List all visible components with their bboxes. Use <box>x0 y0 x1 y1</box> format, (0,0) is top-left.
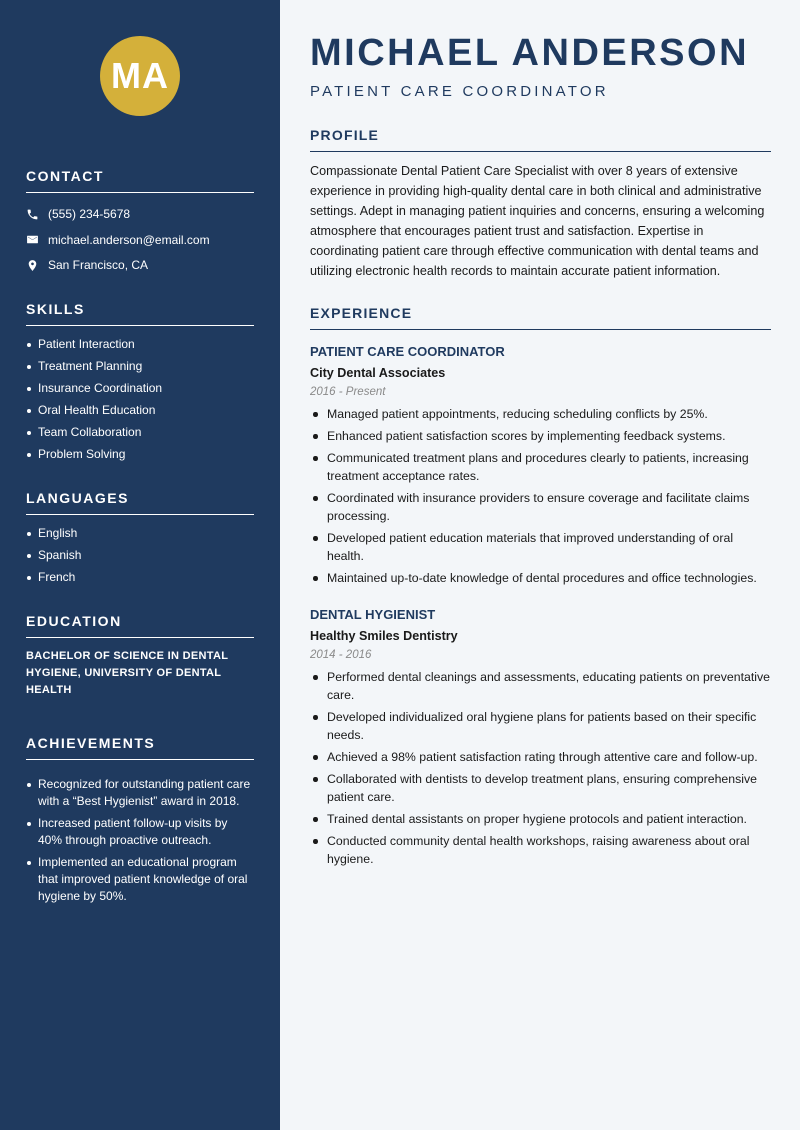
job-bullet: Coordinated with insurance providers to ensure coverage and facilitate claims processing. <box>310 489 771 525</box>
job-bullet: Developed patient education materials that improved understanding of oral health. <box>310 529 771 565</box>
job-bullet: Maintained up-to-date knowledge of dental procedures and office technologies. <box>310 569 771 587</box>
avatar <box>100 36 180 116</box>
job-dates: 2014 - 2016 <box>310 649 372 661</box>
job-entry <box>310 607 771 868</box>
job-entry <box>310 344 771 587</box>
education-degree: BACHELOR OF SCIENCE IN DENTAL HYGIENE, UNIVERSITY OF DENTAL HEALTH <box>26 650 229 696</box>
job-bullets <box>310 405 771 587</box>
education-section <box>26 613 254 699</box>
skill-item: Team Collaboration <box>26 424 254 441</box>
language-item: French <box>26 569 254 586</box>
contact-email <box>26 231 254 249</box>
job-bullet: Performed dental cleanings and assessments, educating patients on preventative care. <box>310 668 771 704</box>
experience-heading: EXPERIENCE <box>310 305 771 330</box>
job-company: Healthy Smiles Dentistry <box>310 629 458 643</box>
contact-email-text: michael.anderson@email.com <box>48 232 210 247</box>
achievements-heading: ACHIEVEMENTS <box>26 735 254 760</box>
job-bullet: Enhanced patient satisfaction scores by implementing feedback systems. <box>310 427 771 445</box>
contact-list <box>26 205 254 274</box>
contact-section <box>26 168 254 274</box>
job-title: DENTAL HYGIENIST <box>310 607 436 622</box>
job-bullet: Achieved a 98% patient satisfaction rating through attentive care and follow-up. <box>310 748 771 766</box>
skill-item: Oral Health Education <box>26 402 254 419</box>
job-bullet: Collaborated with dentists to develop treatment plans, ensuring comprehensive patient care. <box>310 770 771 806</box>
achievement-item: Implemented an educational program that improved patient knowledge of oral hygiene by 50%. <box>26 854 254 905</box>
skill-item: Problem Solving <box>26 446 254 463</box>
contact-location <box>26 256 254 274</box>
achievement-item: Increased patient follow-up visits by 40% through proactive outreach. <box>26 815 254 849</box>
phone-icon <box>26 208 39 221</box>
job-bullet: Developed individualized oral hygiene plans for patients based on their specific needs. <box>310 708 771 744</box>
job-bullet: Conducted community dental health workshops, raising awareness about oral hygiene. <box>310 832 771 868</box>
education-heading: EDUCATION <box>26 613 254 638</box>
location-pin-icon <box>26 259 39 272</box>
profile-heading: PROFILE <box>310 127 771 152</box>
skill-item: Patient Interaction <box>26 336 254 353</box>
job-dates: 2016 - Present <box>310 386 386 398</box>
job-title: PATIENT CARE COORDINATOR <box>310 344 505 359</box>
achievement-item: Recognized for outstanding patient care with a “Best Hygienist” award in 2018. <box>26 776 254 810</box>
job-bullet: Managed patient appointments, reducing scheduling conflicts by 25%. <box>310 405 771 423</box>
skills-heading: SKILLS <box>26 301 254 326</box>
profile-text: Compassionate Dental Patient Care Specialist with over 8 years of extensive experience in providing high-quality dental care in both clinical and administrative settings. Adept in managing patient inquiries and concerns, ensuring a welcoming atmosphere that encourages patient trust and satisfaction. Expertise in coordinating patient care through effective communication with dental teams and utilizing electronic health records to maintain accurate patient information. <box>310 164 765 278</box>
mail-icon <box>26 233 39 246</box>
languages-list <box>26 525 254 586</box>
achievements-list <box>26 776 254 905</box>
contact-phone-text: (555) 234-5678 <box>48 207 131 221</box>
avatar-initials: MA <box>111 55 169 96</box>
experience-section <box>310 305 771 868</box>
candidate-title: PATIENT CARE COORDINATOR <box>310 83 609 100</box>
contact-location-text: San Francisco, CA <box>48 258 149 272</box>
contact-phone <box>26 205 254 223</box>
job-bullets <box>310 668 771 868</box>
job-company: City Dental Associates <box>310 366 446 380</box>
job-bullet: Communicated treatment plans and procedures clearly to patients, increasing treatment acceptance rates. <box>310 449 771 485</box>
language-item: Spanish <box>26 547 254 564</box>
profile-section <box>310 127 771 281</box>
skills-list <box>26 336 254 463</box>
sidebar <box>0 0 280 1130</box>
language-item: English <box>26 525 254 542</box>
achievements-section <box>26 735 254 905</box>
contact-heading: CONTACT <box>26 168 254 193</box>
skill-item: Treatment Planning <box>26 358 254 375</box>
candidate-name: MICHAEL ANDERSON <box>310 32 750 74</box>
skills-section <box>26 301 254 463</box>
job-bullet: Trained dental assistants on proper hygiene protocols and patient interaction. <box>310 810 771 828</box>
languages-heading: LANGUAGES <box>26 490 254 515</box>
main-content <box>310 0 771 872</box>
languages-section <box>26 490 254 586</box>
skill-item: Insurance Coordination <box>26 380 254 397</box>
